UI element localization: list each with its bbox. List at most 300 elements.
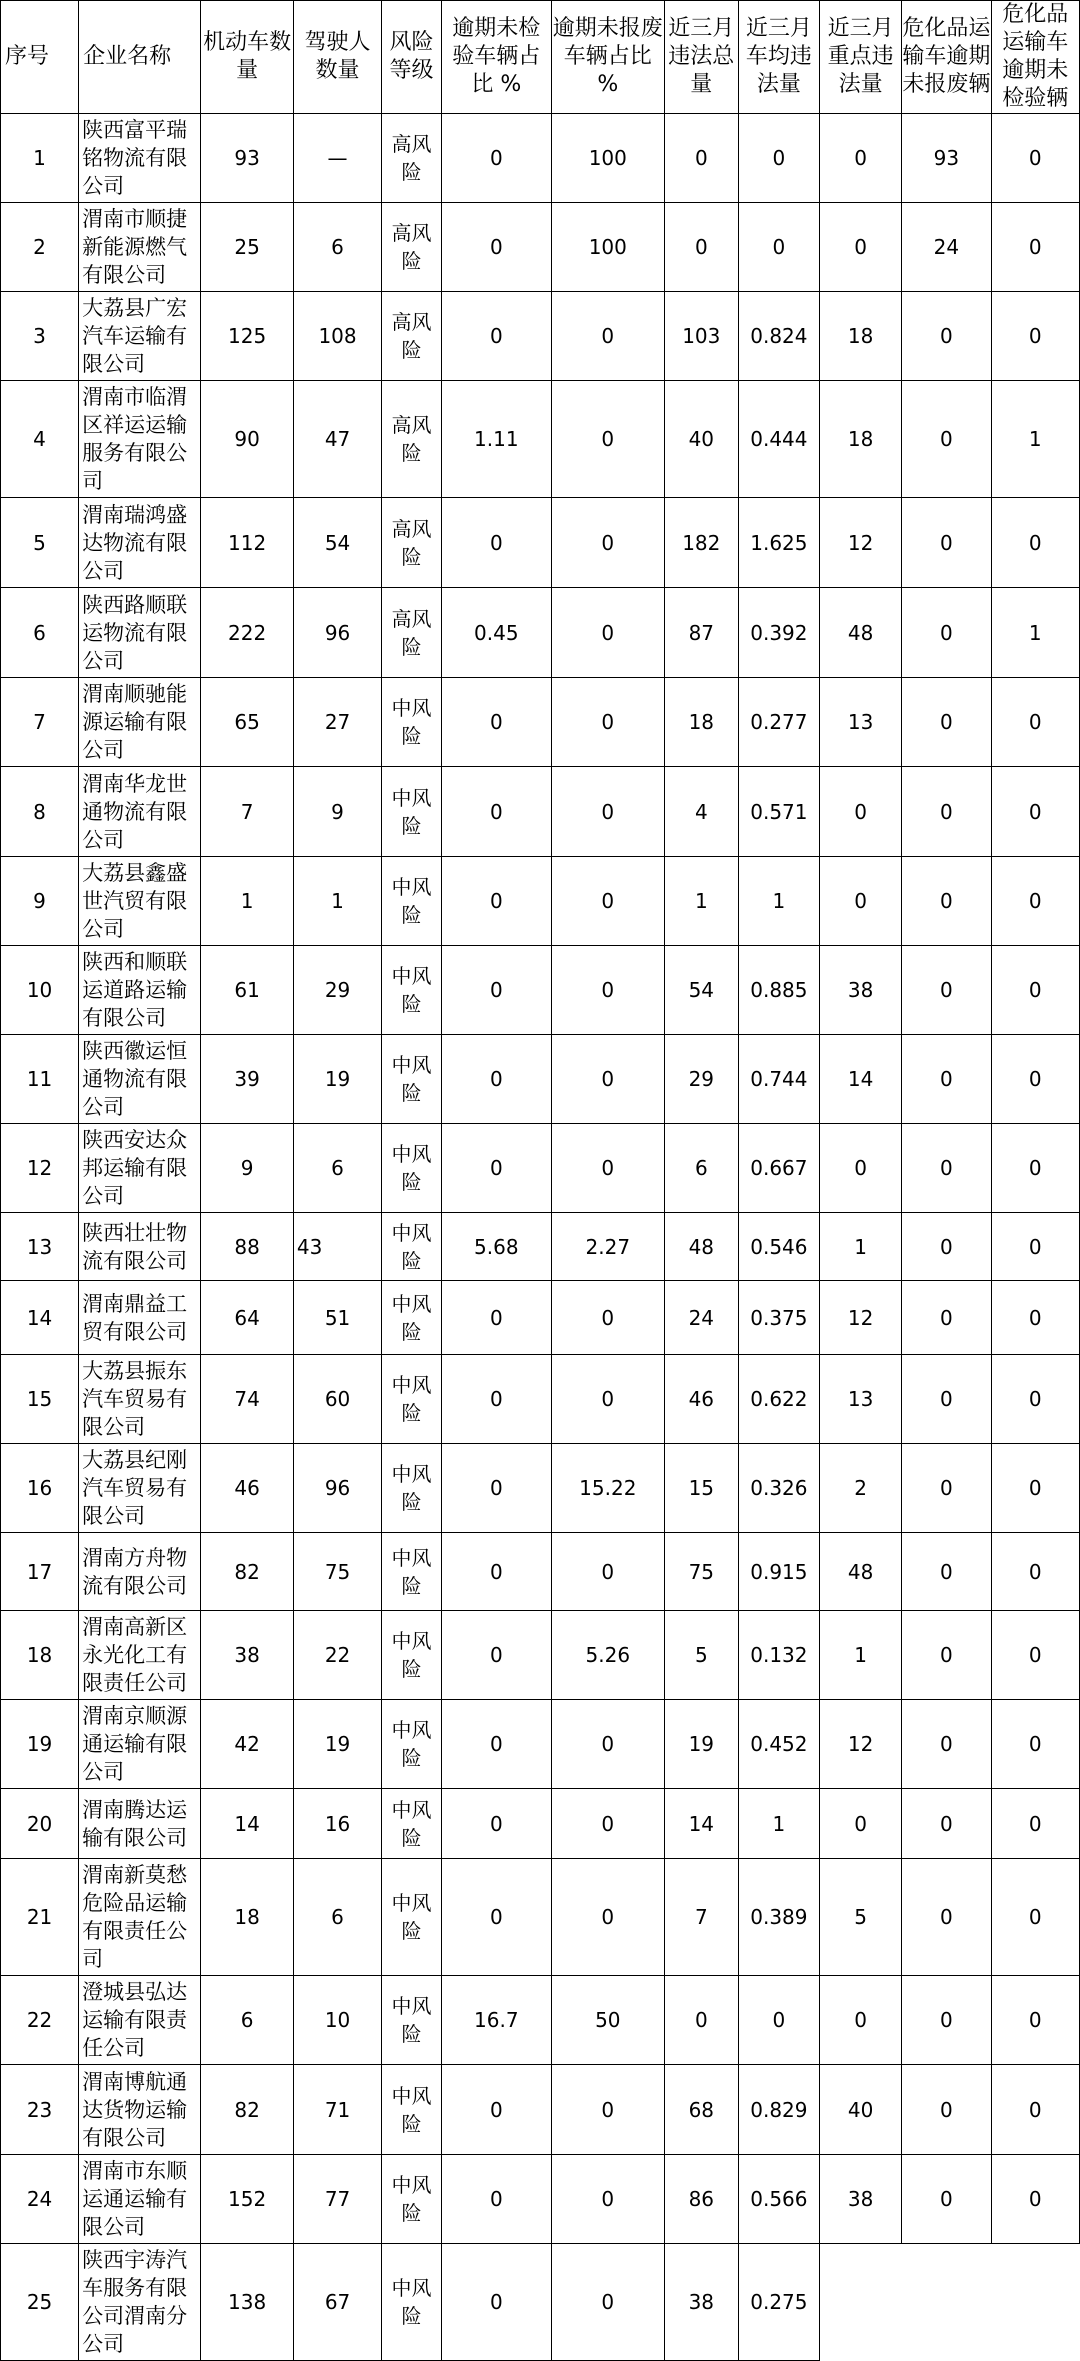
table-cell: 0 xyxy=(441,1355,551,1444)
table-cell: 0 xyxy=(819,857,901,946)
table-cell: 0 xyxy=(441,1611,551,1700)
table-cell: 16 xyxy=(293,1789,381,1859)
table-cell: 0 xyxy=(551,1700,664,1789)
table-cell: 0 xyxy=(551,1281,664,1355)
company-name-cell: 渭南京顺源通运输有限公司 xyxy=(79,1700,201,1789)
table-cell: 112 xyxy=(201,498,293,588)
table-cell: 0 xyxy=(902,498,991,588)
table-cell: 0 xyxy=(441,857,551,946)
table-cell: 0 xyxy=(991,2155,1079,2244)
company-name-cell: 大荔县纪刚汽车贸易有限公司 xyxy=(79,1444,201,1533)
table-cell: 1 xyxy=(991,588,1079,678)
table-cell: 0 xyxy=(441,1035,551,1124)
table-cell: 0 xyxy=(991,767,1079,857)
table-cell: 中风险 xyxy=(382,767,442,857)
table-row xyxy=(1,678,1080,767)
table-cell: 74 xyxy=(201,1355,293,1444)
company-name-cell: 陕西安达众邦运输有限公司 xyxy=(79,1124,201,1213)
table-cell: 7 xyxy=(664,1859,738,1976)
table-cell: 48 xyxy=(819,588,901,678)
company-name-cell: 渭南方舟物流有限公司 xyxy=(79,1533,201,1611)
table-cell: 0 xyxy=(902,2155,991,2244)
table-cell: 2 xyxy=(819,1444,901,1533)
table-cell: 93 xyxy=(201,114,293,203)
table-cell: 19 xyxy=(664,1700,738,1789)
table-cell: 61 xyxy=(201,946,293,1035)
table-cell: 中风险 xyxy=(382,1444,442,1533)
table-cell: 0 xyxy=(664,203,738,292)
table-cell: 6 xyxy=(293,1124,381,1213)
table-cell: 0 xyxy=(991,1035,1079,1124)
table-cell: 75 xyxy=(293,1533,381,1611)
table-cell: 48 xyxy=(664,1213,738,1281)
table-row xyxy=(1,381,1080,498)
table-cell: 0 xyxy=(991,1533,1079,1611)
table-cell: 0 xyxy=(738,203,819,292)
table-row xyxy=(1,588,1080,678)
table-cell: 22 xyxy=(1,1976,79,2065)
company-name-cell: 渭南腾达运输有限公司 xyxy=(79,1789,201,1859)
table-cell: 1.625 xyxy=(738,498,819,588)
table-cell: 0.667 xyxy=(738,1124,819,1213)
table-row xyxy=(1,1700,1080,1789)
table-cell: 15 xyxy=(1,1355,79,1444)
table-cell: 高风险 xyxy=(382,588,442,678)
table-cell: 0 xyxy=(441,1789,551,1859)
company-name-cell: 渭南博航通达货物运输有限公司 xyxy=(79,2065,201,2155)
table-cell: 0 xyxy=(991,678,1079,767)
table-cell: 6 xyxy=(293,1859,381,1976)
table-cell: 0 xyxy=(551,1533,664,1611)
table-cell: 0 xyxy=(902,2065,991,2155)
table-cell: 0.622 xyxy=(738,1355,819,1444)
table-cell: 0 xyxy=(819,1976,901,2065)
header-cell: 企业名称 xyxy=(79,1,201,114)
table-cell: 14 xyxy=(201,1789,293,1859)
table-cell: 0 xyxy=(551,498,664,588)
table-cell: 0.375 xyxy=(738,1281,819,1355)
table-row xyxy=(1,1533,1080,1611)
table-cell: 0 xyxy=(441,767,551,857)
table-cell: 0.452 xyxy=(738,1700,819,1789)
table-cell: 77 xyxy=(293,2155,381,2244)
table-cell: 96 xyxy=(293,1444,381,1533)
table-cell: 0 xyxy=(551,1124,664,1213)
table-cell: 90 xyxy=(201,381,293,498)
table-cell: 15.22 xyxy=(551,1444,664,1533)
table-cell: 0.444 xyxy=(738,381,819,498)
table-cell: 82 xyxy=(201,1533,293,1611)
table-cell: 1 xyxy=(1,114,79,203)
table-cell: 25 xyxy=(1,2244,79,2361)
table-row xyxy=(1,1355,1080,1444)
table-cell: 1 xyxy=(664,857,738,946)
table-cell: 51 xyxy=(293,1281,381,1355)
table-row xyxy=(1,498,1080,588)
table-cell: 0 xyxy=(551,1035,664,1124)
table-cell: 0.744 xyxy=(738,1035,819,1124)
table-cell: 13 xyxy=(1,1213,79,1281)
table-cell: 0 xyxy=(441,2155,551,2244)
table-cell: 0.389 xyxy=(738,1859,819,1976)
table-cell: 16.7 xyxy=(441,1976,551,2065)
header-cell: 风险等级 xyxy=(382,1,442,114)
table-cell: 中风险 xyxy=(382,1859,442,1976)
table-cell: 5 xyxy=(664,1611,738,1700)
table-cell: 0 xyxy=(991,946,1079,1035)
table-cell: 0 xyxy=(991,1976,1079,2065)
table-cell: 0 xyxy=(441,678,551,767)
table-cell: 222 xyxy=(201,588,293,678)
header-cell: 逾期未报废车辆占比 % xyxy=(551,1,664,114)
table-cell: 0 xyxy=(902,1700,991,1789)
table-row xyxy=(1,767,1080,857)
table-cell: 10 xyxy=(293,1976,381,2065)
table-cell: 0 xyxy=(902,678,991,767)
table-cell: 7 xyxy=(201,767,293,857)
company-name-cell: 渭南市顺捷新能源燃气有限公司 xyxy=(79,203,201,292)
table-cell: 2.27 xyxy=(551,1213,664,1281)
table-cell: 100 xyxy=(551,203,664,292)
table-cell: 6 xyxy=(1,588,79,678)
table-cell: 0 xyxy=(664,114,738,203)
table-cell: 5.26 xyxy=(551,1611,664,1700)
table-cell: 18 xyxy=(1,1611,79,1700)
table-cell: 86 xyxy=(664,2155,738,2244)
table-cell: 0 xyxy=(902,946,991,1035)
company-name-cell: 澄城县弘达运输有限责任公司 xyxy=(79,1976,201,2065)
table-cell: 0 xyxy=(902,1281,991,1355)
table-cell: 12 xyxy=(1,1124,79,1213)
table-cell: 中风险 xyxy=(382,946,442,1035)
table-cell: 0.824 xyxy=(738,292,819,381)
table-cell: 25 xyxy=(201,203,293,292)
table-cell: 0 xyxy=(902,1124,991,1213)
header-row xyxy=(1,1,1080,114)
header-cell: 近三月重点违法量 xyxy=(819,1,901,114)
table-cell: 8 xyxy=(1,767,79,857)
header-cell: 机动车数量 xyxy=(201,1,293,114)
company-name-cell: 渭南新莫愁危险品运输有限责任公司 xyxy=(79,1859,201,1976)
table-cell: 5 xyxy=(819,1859,901,1976)
table-cell: 中风险 xyxy=(382,1124,442,1213)
table-cell: 50 xyxy=(551,1976,664,2065)
table-cell: 13 xyxy=(819,1355,901,1444)
table-cell: 0.829 xyxy=(738,2065,819,2155)
header-cell: 逾期未检验车辆占比 % xyxy=(441,1,551,114)
table-cell: 108 xyxy=(293,292,381,381)
table-cell: 19 xyxy=(1,1700,79,1789)
table-cell: 0 xyxy=(551,1789,664,1859)
table-cell: 0.275 xyxy=(738,2244,819,2361)
table-row xyxy=(1,946,1080,1035)
table-cell: 0.571 xyxy=(738,767,819,857)
table-cell: 0 xyxy=(902,1355,991,1444)
table-cell: 0 xyxy=(991,1124,1079,1213)
table-row xyxy=(1,1124,1080,1213)
table-cell: 5.68 xyxy=(441,1213,551,1281)
table-cell: 1 xyxy=(819,1213,901,1281)
table-cell: 0 xyxy=(819,203,901,292)
table-cell: 19 xyxy=(293,1700,381,1789)
table-cell: 47 xyxy=(293,381,381,498)
company-name-cell: 陕西路顺联运物流有限公司 xyxy=(79,588,201,678)
table-cell: 0 xyxy=(819,1789,901,1859)
table-cell: 6 xyxy=(201,1976,293,2065)
table-cell: 中风险 xyxy=(382,1700,442,1789)
table-cell: 22 xyxy=(293,1611,381,1700)
table-cell: 4 xyxy=(1,381,79,498)
table-row xyxy=(1,1035,1080,1124)
table-cell: 93 xyxy=(902,114,991,203)
header-cell: 驾驶人数量 xyxy=(293,1,381,114)
table-cell: 29 xyxy=(664,1035,738,1124)
table-cell: 48 xyxy=(819,1533,901,1611)
table-cell: 87 xyxy=(664,588,738,678)
table-cell: 0.45 xyxy=(441,588,551,678)
table-cell xyxy=(819,2244,901,2361)
table-cell: 24 xyxy=(664,1281,738,1355)
company-name-cell: 陕西徽运恒通物流有限公司 xyxy=(79,1035,201,1124)
table-cell: 0 xyxy=(441,1533,551,1611)
table-cell: 0 xyxy=(441,292,551,381)
table-cell: 100 xyxy=(551,114,664,203)
table-cell: 42 xyxy=(201,1700,293,1789)
table-cell: 0 xyxy=(551,2244,664,2361)
table-cell: 4 xyxy=(664,767,738,857)
table-row xyxy=(1,2244,1080,2361)
table-cell: 24 xyxy=(1,2155,79,2244)
table-cell: 0 xyxy=(441,498,551,588)
table-cell: 0 xyxy=(991,857,1079,946)
table-cell: 1 xyxy=(819,1611,901,1700)
table-row xyxy=(1,1976,1080,2065)
table-cell: 高风险 xyxy=(382,203,442,292)
table-cell: 0 xyxy=(902,857,991,946)
table-cell: 高风险 xyxy=(382,292,442,381)
table-cell: 46 xyxy=(664,1355,738,1444)
table-cell: 0 xyxy=(902,381,991,498)
company-name-cell: 大荔县鑫盛世汽贸有限公司 xyxy=(79,857,201,946)
table-cell: 0 xyxy=(551,946,664,1035)
table-cell: 71 xyxy=(293,2065,381,2155)
table-cell: 40 xyxy=(819,2065,901,2155)
table-cell: 12 xyxy=(819,1281,901,1355)
table-cell: 高风险 xyxy=(382,381,442,498)
table-cell: 0 xyxy=(738,114,819,203)
table-cell: 0 xyxy=(991,203,1079,292)
table-cell: 0 xyxy=(551,1355,664,1444)
table-cell xyxy=(991,2244,1079,2361)
table-cell: 14 xyxy=(819,1035,901,1124)
header-cell: 近三月车均违法量 xyxy=(738,1,819,114)
table-cell: 0 xyxy=(902,1213,991,1281)
table-cell: 1.11 xyxy=(441,381,551,498)
table-row xyxy=(1,1859,1080,1976)
table-cell: 中风险 xyxy=(382,2065,442,2155)
header-cell: 危化品运输车逾期未检验辆 xyxy=(991,1,1079,114)
table-cell: 0 xyxy=(991,1700,1079,1789)
table-cell: 38 xyxy=(819,2155,901,2244)
table-cell: 0 xyxy=(441,203,551,292)
company-name-cell: 渭南高新区永光化工有限责任公司 xyxy=(79,1611,201,1700)
company-name-cell: 陕西宇涛汽车服务有限公司渭南分公司 xyxy=(79,2244,201,2361)
table-cell: 0 xyxy=(441,946,551,1035)
table-cell: 0 xyxy=(664,1976,738,2065)
table-cell: 0 xyxy=(441,2065,551,2155)
table-cell: 中风险 xyxy=(382,1281,442,1355)
company-name-cell: 渭南市东顺运通运输有限公司 xyxy=(79,2155,201,2244)
table-cell: 0 xyxy=(902,1035,991,1124)
table-cell: 中风险 xyxy=(382,1976,442,2065)
table-cell: 0 xyxy=(819,1124,901,1213)
table-cell: 0 xyxy=(551,292,664,381)
table-cell: 0 xyxy=(819,767,901,857)
table-cell: 0 xyxy=(991,1355,1079,1444)
table-cell: 1 xyxy=(293,857,381,946)
table-cell: 23 xyxy=(1,2065,79,2155)
table-cell: 10 xyxy=(1,946,79,1035)
table-cell: 0 xyxy=(551,381,664,498)
table-cell: 0 xyxy=(441,114,551,203)
table-cell: 0 xyxy=(551,678,664,767)
table-cell: 0 xyxy=(902,292,991,381)
table-cell: 65 xyxy=(201,678,293,767)
table-row xyxy=(1,857,1080,946)
table-cell: 0.915 xyxy=(738,1533,819,1611)
table-cell: 68 xyxy=(664,2065,738,2155)
table-cell: 54 xyxy=(293,498,381,588)
table-cell: 54 xyxy=(664,946,738,1035)
table-cell: 7 xyxy=(1,678,79,767)
table-cell: 39 xyxy=(201,1035,293,1124)
table-cell: 0 xyxy=(991,1213,1079,1281)
table-cell: 27 xyxy=(293,678,381,767)
table-cell: 0.392 xyxy=(738,588,819,678)
table-cell: 6 xyxy=(664,1124,738,1213)
table-cell: 38 xyxy=(819,946,901,1035)
header-cell: 近三月违法总量 xyxy=(664,1,738,114)
table-cell: 中风险 xyxy=(382,1355,442,1444)
table-cell: 0 xyxy=(441,1444,551,1533)
table-row xyxy=(1,1281,1080,1355)
table-cell: 0 xyxy=(551,588,664,678)
table-row xyxy=(1,1444,1080,1533)
table-cell: 19 xyxy=(293,1035,381,1124)
table-cell: 6 xyxy=(293,203,381,292)
table-row xyxy=(1,292,1080,381)
table-cell: 20 xyxy=(1,1789,79,1859)
table-cell: 中风险 xyxy=(382,1611,442,1700)
table-cell: 中风险 xyxy=(382,1035,442,1124)
table-cell: 14 xyxy=(1,1281,79,1355)
table-cell: 0 xyxy=(991,1859,1079,1976)
header-cell: 序号 xyxy=(1,1,79,114)
table-cell: 40 xyxy=(664,381,738,498)
table-cell: 0 xyxy=(991,1444,1079,1533)
table-cell: 5 xyxy=(1,498,79,588)
table-cell: 60 xyxy=(293,1355,381,1444)
table-cell: 2 xyxy=(1,203,79,292)
table-row xyxy=(1,203,1080,292)
table-cell: 18 xyxy=(201,1859,293,1976)
table-cell: 0 xyxy=(991,1281,1079,1355)
table-cell: 64 xyxy=(201,1281,293,1355)
table-cell: 0 xyxy=(902,588,991,678)
table-cell: 67 xyxy=(293,2244,381,2361)
table-cell: 0 xyxy=(441,1281,551,1355)
table-cell: 0 xyxy=(991,114,1079,203)
table-cell: 中风险 xyxy=(382,1789,442,1859)
table-cell: 0 xyxy=(991,1611,1079,1700)
table-cell: 0 xyxy=(441,2244,551,2361)
table-cell: 0 xyxy=(551,2065,664,2155)
company-name-cell: 大荔县振东汽车贸易有限公司 xyxy=(79,1355,201,1444)
table-cell: 1 xyxy=(201,857,293,946)
company-name-cell: 陕西和顺联运道路运输有限公司 xyxy=(79,946,201,1035)
table-cell: 中风险 xyxy=(382,1533,442,1611)
table-cell: 0 xyxy=(551,767,664,857)
table-cell: 0 xyxy=(441,1859,551,1976)
table-cell: 125 xyxy=(201,292,293,381)
table-row xyxy=(1,2065,1080,2155)
table-cell: 9 xyxy=(201,1124,293,1213)
table-cell: 0 xyxy=(902,1976,991,2065)
table-row xyxy=(1,2155,1080,2244)
table-cell: 0 xyxy=(991,2065,1079,2155)
table-cell: 0 xyxy=(441,1124,551,1213)
table-cell: 0 xyxy=(991,292,1079,381)
table-cell: 中风险 xyxy=(382,678,442,767)
table-cell: 0.885 xyxy=(738,946,819,1035)
table-cell: 14 xyxy=(664,1789,738,1859)
table-cell: 0.277 xyxy=(738,678,819,767)
table-cell: 82 xyxy=(201,2065,293,2155)
company-name-cell: 渭南市临渭区祥运运输服务有限公司 xyxy=(79,381,201,498)
table-cell: 0 xyxy=(551,1859,664,1976)
table-cell: 0 xyxy=(902,1859,991,1976)
table-cell: 46 xyxy=(201,1444,293,1533)
table-row xyxy=(1,1213,1080,1281)
table-cell: 0 xyxy=(902,1789,991,1859)
table-cell: 9 xyxy=(293,767,381,857)
table-cell: 29 xyxy=(293,946,381,1035)
table-cell: 3 xyxy=(1,292,79,381)
table-cell: 0 xyxy=(991,1789,1079,1859)
table-cell: 0.566 xyxy=(738,2155,819,2244)
table-cell: 0.546 xyxy=(738,1213,819,1281)
table-cell: 0 xyxy=(902,767,991,857)
table-cell: 0 xyxy=(551,857,664,946)
company-name-cell: 渭南顺驰能源运输有限公司 xyxy=(79,678,201,767)
table-cell: 96 xyxy=(293,588,381,678)
table-cell: 18 xyxy=(664,678,738,767)
table-cell: 103 xyxy=(664,292,738,381)
table-cell: 11 xyxy=(1,1035,79,1124)
table-cell: 0 xyxy=(441,1700,551,1789)
table-cell: 1 xyxy=(991,381,1079,498)
table-cell: 43 xyxy=(293,1213,381,1281)
table-cell: 0 xyxy=(902,1444,991,1533)
table-cell xyxy=(902,2244,991,2361)
table-cell: 138 xyxy=(201,2244,293,2361)
table-cell: 0 xyxy=(738,1976,819,2065)
table-cell: 152 xyxy=(201,2155,293,2244)
table-cell: 13 xyxy=(819,678,901,767)
table-cell: 15 xyxy=(664,1444,738,1533)
table-cell: 38 xyxy=(664,2244,738,2361)
table-row xyxy=(1,1789,1080,1859)
